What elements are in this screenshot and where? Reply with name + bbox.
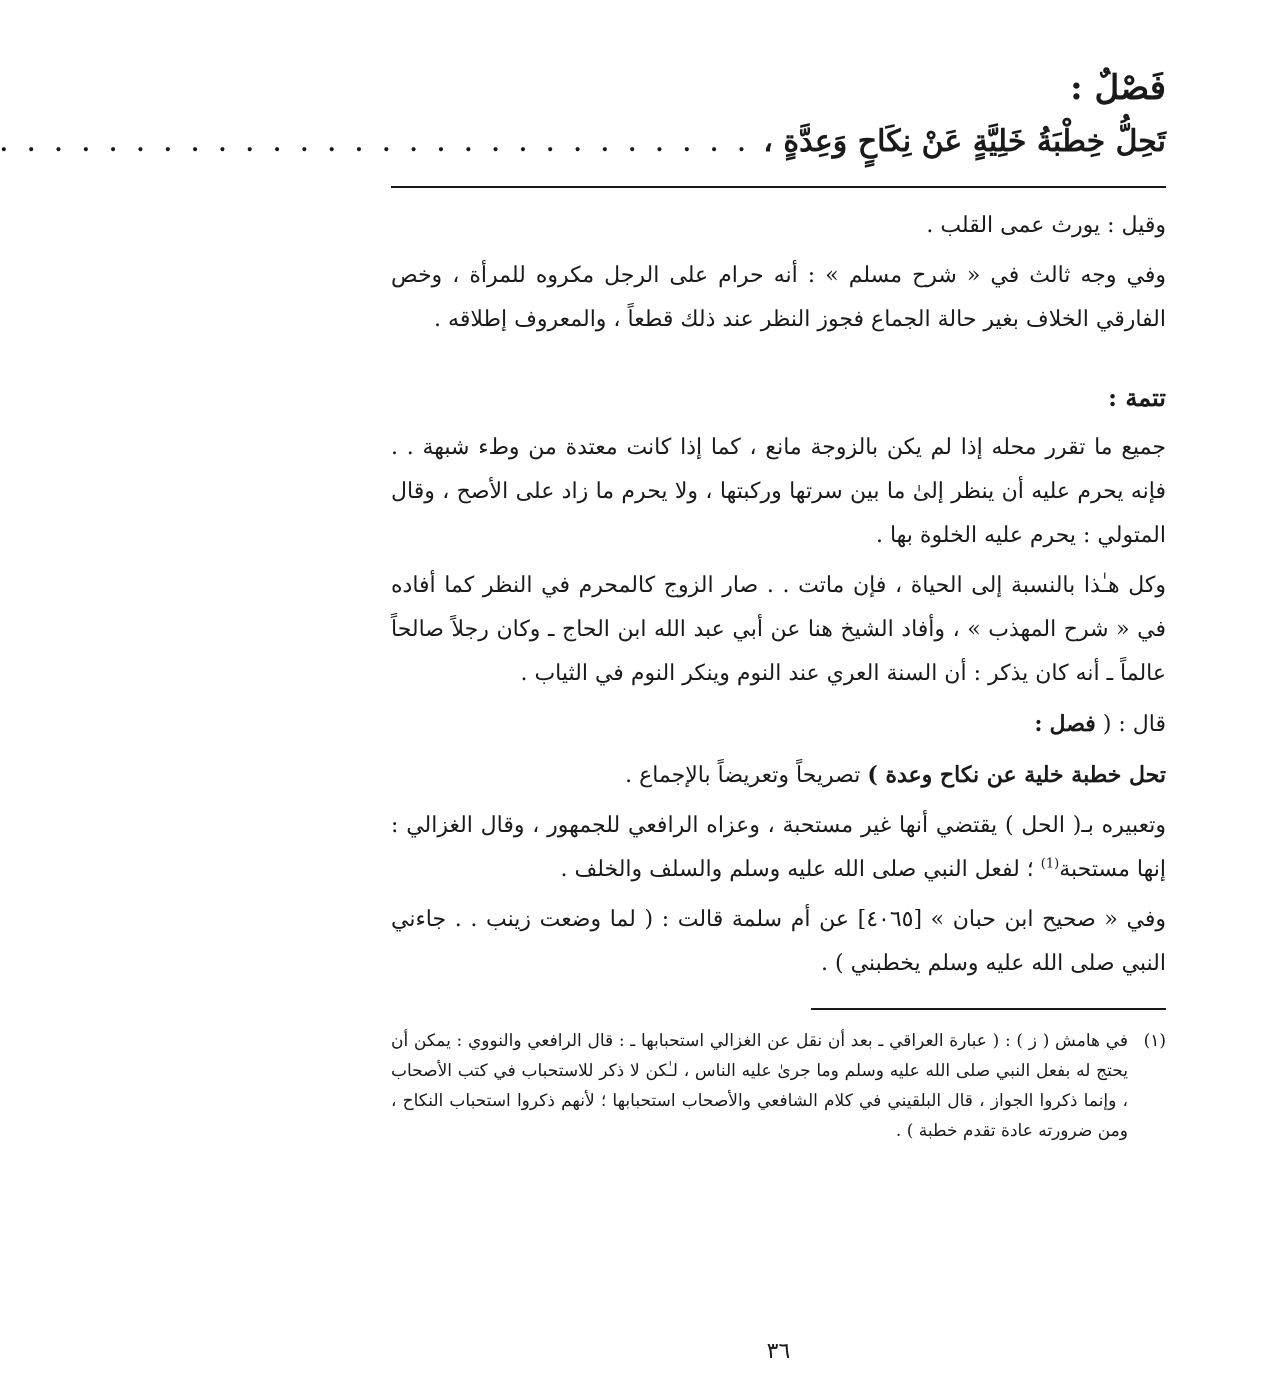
chapter-heading: فَصْلٌ : [1070, 68, 1166, 108]
footnote-number: (١) [1143, 1031, 1166, 1051]
tabir-after: ؛ لفعل النبي صلى الله عليه وسلم والسلف والخلف . [560, 857, 1034, 882]
footnote-reference[interactable]: (1) [1040, 856, 1060, 872]
tatimma-heading: تتمة : [1108, 383, 1166, 412]
footnote [391, 1026, 1166, 1146]
matn-quote-rest: تصريحاً وتعريضاً بالإجماع . [625, 763, 861, 788]
paragraph-matn-quote [391, 753, 1166, 798]
qala-prefix: قال : ( [1102, 712, 1166, 737]
matn-dots: . . . . . . . . . . . . . . . . . . . . . . . . . . . . [0, 131, 752, 157]
matn-text: تَحِلُّ خِطْبَةُ خَلِيَّةٍ عَنْ نِكَاحٍ وَعِدَّةٍ ، [763, 124, 1166, 159]
matn-line [0, 112, 1166, 172]
paragraph-jami: جميع ما تقرر محله إذا لم يكن بالزوجة مانع ، كما إذا كانت معتدة من وطء شبهة . . فإنه يحرم عليه أن ينظر إلىٰ ما بين سرتها وركبتها ، ولا يحرم ما زاد على الأصح ، وقال المتولي : يحرم عليه الخلوة بها . [391, 435, 1167, 548]
footnote-text: في هامش ( ز ) : ( عبارة العراقي ـ بعد أن نقل عن الغزالي استحبابها ـ : قال الرافعي والنووي : يمكن أن يحتج له بفعل النبي صلى الله عليه وسلم وما جرىٰ عليه الناس ، لـٰكن لا ذكر للاستحباب في كتب الأصحاب ، وإنما ذكروا الجواز ، قال البلقيني في كلام الشافعي والأصحاب استحبابها ؛ لأنهم ذكروا استحباب النكاح ، ومن ضرورته عادة تقدم خطبة ) . [391, 1031, 1128, 1141]
paragraph-sahih-ibn-hibban: وفي « صحيح ابن حبان » [٤٠٦٥] عن أم سلمة قالت : ( لما وضعت زينب . . جاءني النبي صلى الله عليه وسلم يخطبني ) . [391, 907, 1166, 976]
qala-fasl: فصل [1049, 711, 1096, 737]
paragraph-kull-hadha: وكل هـٰذا بالنسبة إلى الحياة ، فإن ماتت . . صار الزوج كالمحرم في النظر كما أفاده في « شرح المهذب » ، وأفاد الشيخ هنا عن أبي عبد الله ابن الحاج ـ وكان رجلاً صالحاً عالماً ـ أنه كان يذكر : أن السنة العري عند النوم وينكر النوم في الثياب . [391, 573, 1166, 686]
qala-suffix: : [1034, 711, 1043, 737]
footnote-divider [811, 1008, 1166, 1010]
matn-quote-bold: تحل خطبة خلية عن نكاح وعدة ) [867, 762, 1166, 788]
tabir-before: وتعبيره بـ( الحل ) يقتضي أنها غير مستحبة ، وعزاه الرافعي للجمهور ، وقال الغزالي : إنها مستحبة [391, 813, 1166, 882]
book-page [0, 64, 1167, 1364]
paragraph-wa-qila: وقيل : يورث عمى القلب . [926, 213, 1166, 238]
paragraph-tabir [391, 804, 1166, 892]
page-number: ٣٦ [766, 1339, 791, 1364]
paragraph-qala-fasl [391, 702, 1166, 747]
paragraph-wajh-thalith: وفي وجه ثالث في « شرح مسلم » : أنه حرام على الرجل مكروه للمرأة ، وخص الفارقي الخلاف بغير حالة الجماع فجوز النظر عند ذلك قطعاً ، والمعروف إطلاقه . [391, 263, 1166, 332]
matn-divider [391, 186, 1166, 188]
